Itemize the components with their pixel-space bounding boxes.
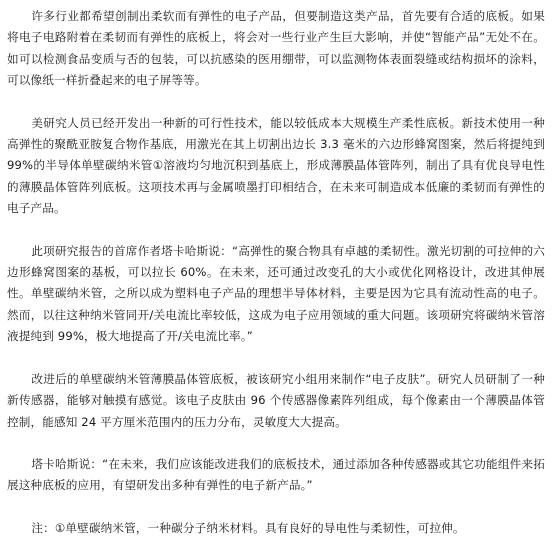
paragraph-author-quote: 此项研究报告的首席作者塔卡哈斯说：“高弹性的聚合物具有卓越的柔韧性。激光切割的可拉伸的六边形蜂窝图案的基板，可以拉长 60%。在未来，还可通过改变孔的大小或优化网格设计，改进其伸展性。单壁碳纳米管，之所以成为塑料电子产品的理想半导体材料，主要是因为它具有流动性高的电子。然而，以往这种纳米管同开/关电流比率较低，这成为电子应用领域的重大问题。该项研究将碳纳米管溶液提纯到 99%，极大地提高了开/关电流比率。” <box>7 243 545 344</box>
paragraph-new-technology: 美研究人员已经开发出一种新的可行性技术，能以较低成本大规模生产柔性底板。新技术使用一种高弹性的聚酰亚胺复合物作基底，用激光在其上切割出边长 3.3 毫米的六边形蜂窝图案，然后将提纯到 99%的半导体单壁碳纳米管①溶液均匀地沉积到基底上，形成薄膜晶体管阵列，制出了具有优良导电性的薄膜晶体管阵列底板。这项技术再与金属喷墨打印相结合，在未来可制造成本低廉的柔韧而有弹性的电子产品。 <box>7 115 545 216</box>
paragraph-future-outlook: 塔卡哈斯说：“在未来，我们应该能改进我们的底板技术，通过添加各种传感器或其它功能组件来拓展这种底板的应用，有望研发出多种有弹性的电子新产品。” <box>7 456 545 493</box>
document-body <box>7 6 545 539</box>
paragraph-electronic-skin: 改进后的单壁碳纳米管薄膜晶体管底板，被该研究小组用来制作“电子皮肤”。研究人员研制了一种新传感器，能够对触摸有感觉。该电子皮肤由 96 个传感器像素阵列组成，每个像素由一个薄膜晶体管控制，能感知 24 平方厘米范围内的压力分布，灵敏度大大提高。 <box>7 371 545 429</box>
paragraph-footnote: 注：①单壁碳纳米管，一种碳分子纳米材料。具有良好的导电性与柔韧性，可拉伸。 <box>31 520 465 535</box>
paragraph-intro: 许多行业都希望创制出柔软而有弹性的电子产品，但要制造这类产品，首先要有合适的底板。如果将电子电路附着在柔韧而有弹性的底板上，将会对一些行业产生巨大影响，并使“智能产品”无处不在。如可以检测食品变质与否的包装，可以抗感染的医用绷带，可以监测物体表面裂缝或结构损坏的涂料，可以像纸一样折叠起来的电子屏等等。 <box>7 9 545 88</box>
